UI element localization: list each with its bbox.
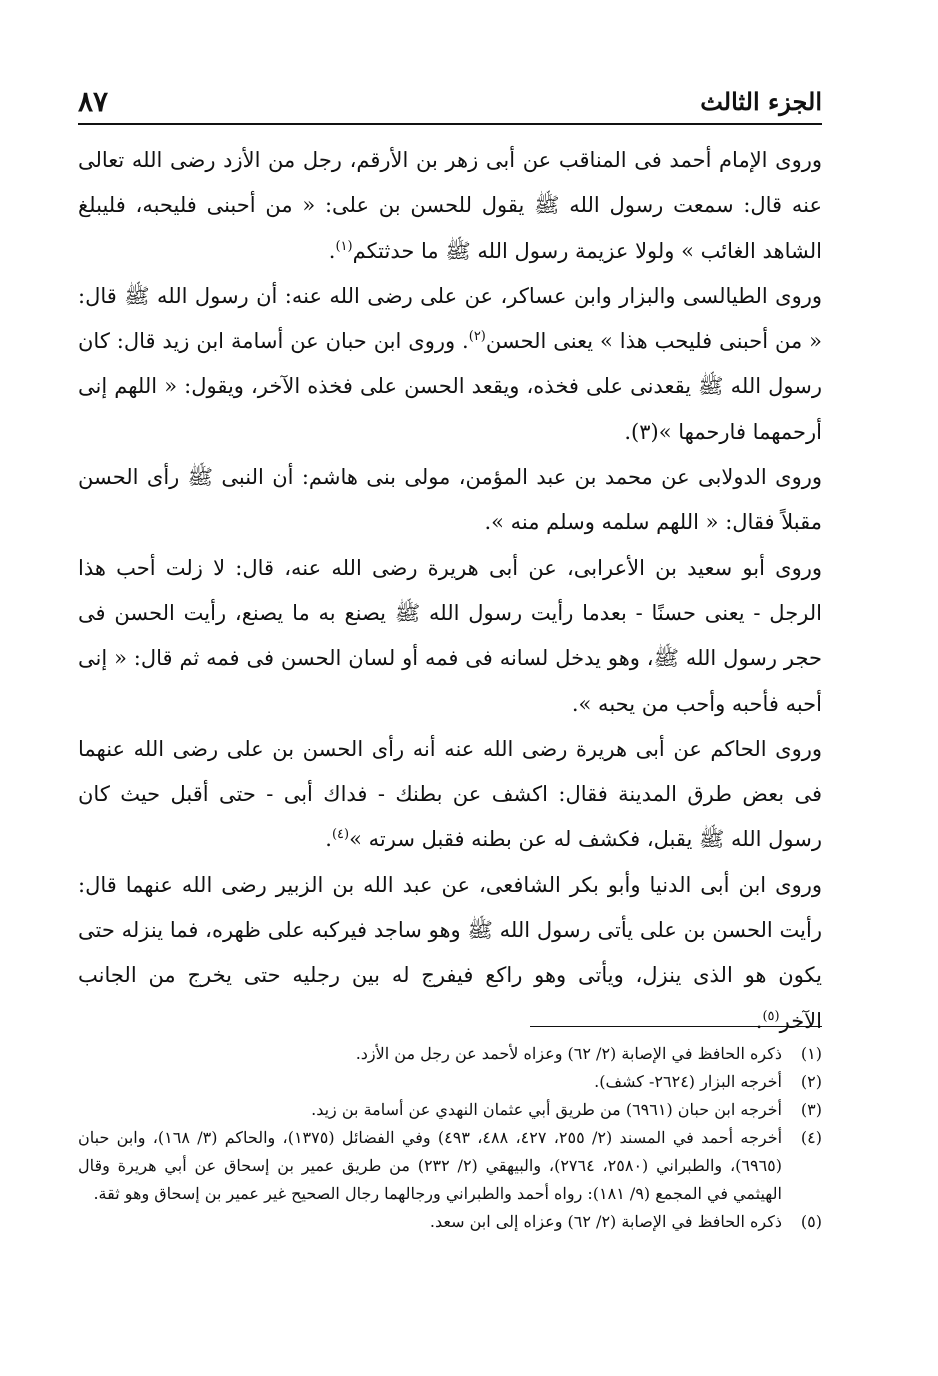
paragraph (78, 455, 822, 546)
paragraph-text: وروى ابن أبى الدنيا وأبو بكر الشافعى، عن عبد الله بن الزبير رضى الله عنهما قال: رأيت الحسن بن على يأتى رسول الله ﷺ وهو ساجد فيركبه على ظهره، فما ينزله حتى يكون هو الذى ينزل، ويأتى وهو راكع فيفرج له بين رجليه حتى يخرج من الجانب الآخر (78, 872, 822, 1033)
paragraph (78, 863, 822, 1044)
footnote-number: (٥) (800, 1212, 822, 1231)
paragraph-tail: . (325, 827, 332, 852)
footnote (78, 1068, 822, 1096)
paragraph-text: وروى الحاكم عن أبى هريرة رضى الله عنه أنه رأى الحسن بن على رضى الله عنهما فى بعض طرق المدينة فقال: اكشف عن بطنك - فداك أبى - حتى أقبل حيث كان رسول الله ﷺ يقبل، فكشف له عن بطنه فقبل سرته » (78, 736, 822, 852)
footnote-ref: (٥) (762, 1008, 780, 1024)
paragraph (78, 138, 822, 274)
footnote (78, 1096, 822, 1124)
paragraph-tail: . (328, 238, 336, 263)
paragraph (78, 274, 822, 455)
paragraph-tail: . وروى ابن حبان عن أسامة ابن زيد قال: كان رسول الله ﷺ يقعدنى على فخذه، ويقعد الحسن على فخذه الآخر، ويقول: « اللهم إنى أرحمهما فارحمها »(٣). (78, 329, 822, 444)
footnote-text: أخرجه ابن حبان (٦٩٦١) من طريق أبي عثمان النهدي عن أسامة بن زيد. (311, 1100, 782, 1119)
paragraph-tail: . (755, 1008, 763, 1033)
paragraph-text: وروى الإمام أحمد فى المناقب عن أبى زهر بن الأرقم، رجل من الأزد رضى الله تعالى عنه قال: سمعت رسول الله ﷺ يقول للحسن بن على: « من أحبنى فليحبه، فليبلغ الشاهد الغائب » ولولا عزيمة رسول الله ﷺ ما حدثتكم (78, 148, 822, 263)
footnotes (78, 1040, 822, 1236)
footnote (78, 1040, 822, 1068)
footnote-number: (١) (800, 1044, 822, 1063)
footnote-number: (٢) (800, 1072, 822, 1091)
footnote (78, 1208, 822, 1236)
page-header (78, 70, 822, 122)
main-text (78, 138, 822, 1044)
page-number: ٨٧ (78, 85, 109, 118)
paragraph-text: وروى الدولابى عن محمد بن عبد المؤمن، مولى بنى هاشم: أن النبى ﷺ رأى الحسن مقبلاً فقال: « اللهم سلمه وسلم منه ». (78, 465, 822, 535)
footnote-text: أخرجه البزار (٢٦٢٤- كشف). (594, 1072, 782, 1091)
paragraph-text: وروى الطيالسى والبزار وابن عساكر، عن على رضى الله عنه: أن رسول الله ﷺ قال: « من أحبنى فليحب هذا » يعنى الحسن (78, 283, 822, 354)
footnote-ref: (١) (335, 238, 353, 254)
footnote-ref: (٢) (468, 329, 486, 345)
running-head: الجزء الثالث (700, 87, 822, 116)
footnote (78, 1124, 822, 1208)
header-rule (78, 123, 822, 125)
footnote-number: (٣) (800, 1100, 822, 1119)
footnote-text: ذكره الحافظ في الإصابة (٢/ ٦٢) وعزاه لأحمد عن رجل من الأزد. (355, 1044, 782, 1063)
paragraph (78, 546, 822, 727)
footnote-text: أخرجه أحمد في المسند (٢/ ٢٥٥، ٤٢٧، ٤٨٨، ٤٩٣) وفي الفضائل (١٣٧٥)، والحاكم (٣/ ١٦٨)، وابن حبان (٦٩٦٥)، والطبراني (٢٥٨٠، ٢٧٦٤)، والبيهقي (٢/ ٢٣٢) من طريق عمير بن إسحاق عن أبي هريرة وقال الهيثمي في المجمع (٩/ ١٨١): رواه أحمد والطبراني ورجالهما رجال الصحيح غير عمير بن إسحاق وهو ثقة. (78, 1128, 783, 1203)
paragraph-text: وروى أبو سعيد بن الأعرابى، عن أبى هريرة رضى الله عنه، قال: لا زلت أحب هذا الرجل - يعنى حسنًا - بعدما رأيت رسول الله ﷺ يصنع به ما يصنع، رأيت الحسن فى حجر رسول الله ﷺ، وهو يدخل لسانه فى فمه أو لسان الحسن فى فمه ثم قال: « إنى أحبه فأحبه وأحب من يحبه ». (78, 555, 822, 716)
footnote-ref: (٤) (331, 827, 350, 843)
footnote-text: ذكره الحافظ في الإصابة (٢/ ٦٢) وعزاه إلى ابن سعد. (429, 1212, 782, 1231)
paragraph (78, 727, 822, 863)
footnote-separator (530, 1026, 822, 1027)
footnote-number: (٤) (800, 1128, 822, 1147)
